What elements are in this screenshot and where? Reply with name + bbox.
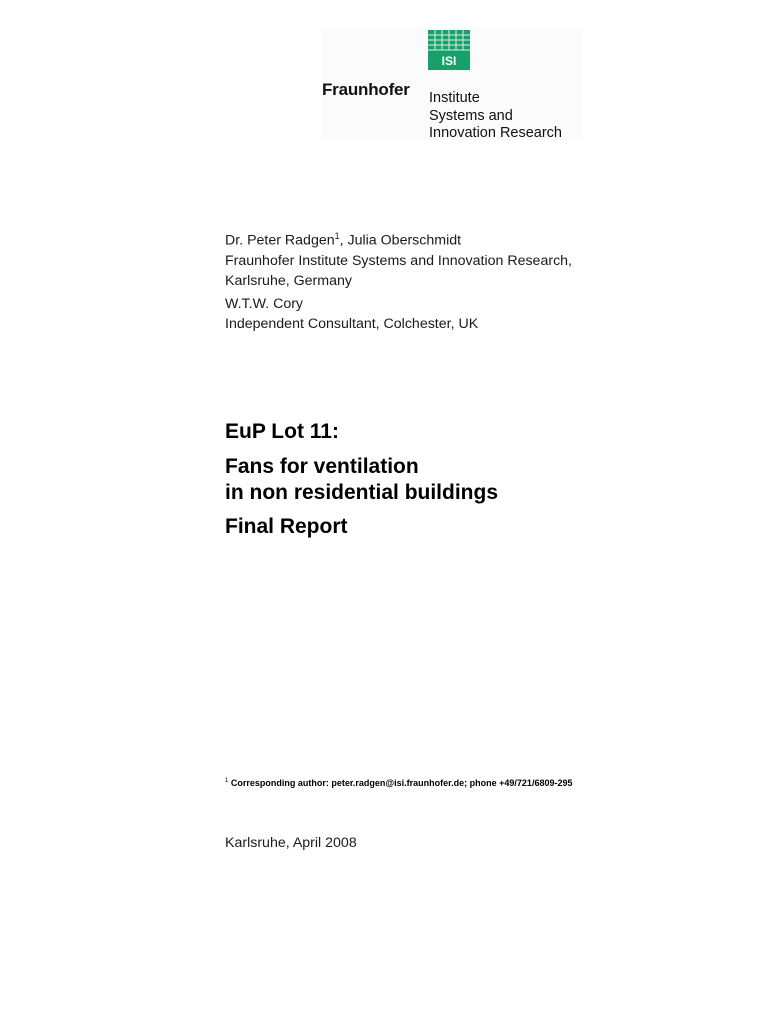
footnote-marker: 1 (225, 778, 229, 784)
consultant-name: W.T.W. Cory (225, 296, 304, 312)
logo-subtitle-line: Innovation Research (429, 125, 562, 141)
logo-subtitle (429, 90, 562, 143)
logo-mark-text: ISI (441, 54, 457, 68)
footnote-text: Corresponding author: peter.radgen@isi.fraunhofer.de; phone +49/721/6809-295 (230, 778, 573, 788)
footnote (225, 778, 572, 788)
place-date: Karlsruhe, April 2008 (225, 835, 357, 851)
author-location: Karlsruhe, Germany (225, 272, 352, 289)
report-lot: EuP Lot 11: (225, 420, 339, 443)
footnote-marker: 1 (334, 231, 340, 241)
logo-subtitle-line: Systems and (429, 107, 513, 124)
author-block (225, 226, 572, 291)
logo-brand: Fraunhofer (322, 80, 410, 99)
author-affiliation: Fraunhofer Institute Systems and Innovation Research, (225, 252, 572, 269)
institute-logo (322, 28, 582, 140)
report-title (225, 454, 498, 506)
co-author-name: , Julia Oberschmidt (339, 232, 462, 249)
fraunhofer-isi-logo-mark (428, 30, 470, 70)
report-title-line: in non residential buildings (225, 481, 499, 504)
report-type: Final Report (225, 515, 348, 538)
author-name: Dr. Peter Radgen (225, 232, 335, 249)
consultant-block (225, 294, 478, 334)
logo-subtitle-line: Institute (429, 90, 480, 106)
author-line (225, 226, 572, 251)
report-title-line: Fans for ventilation (225, 455, 419, 478)
consultant-affiliation: Independent Consultant, Colchester, UK (225, 316, 479, 332)
